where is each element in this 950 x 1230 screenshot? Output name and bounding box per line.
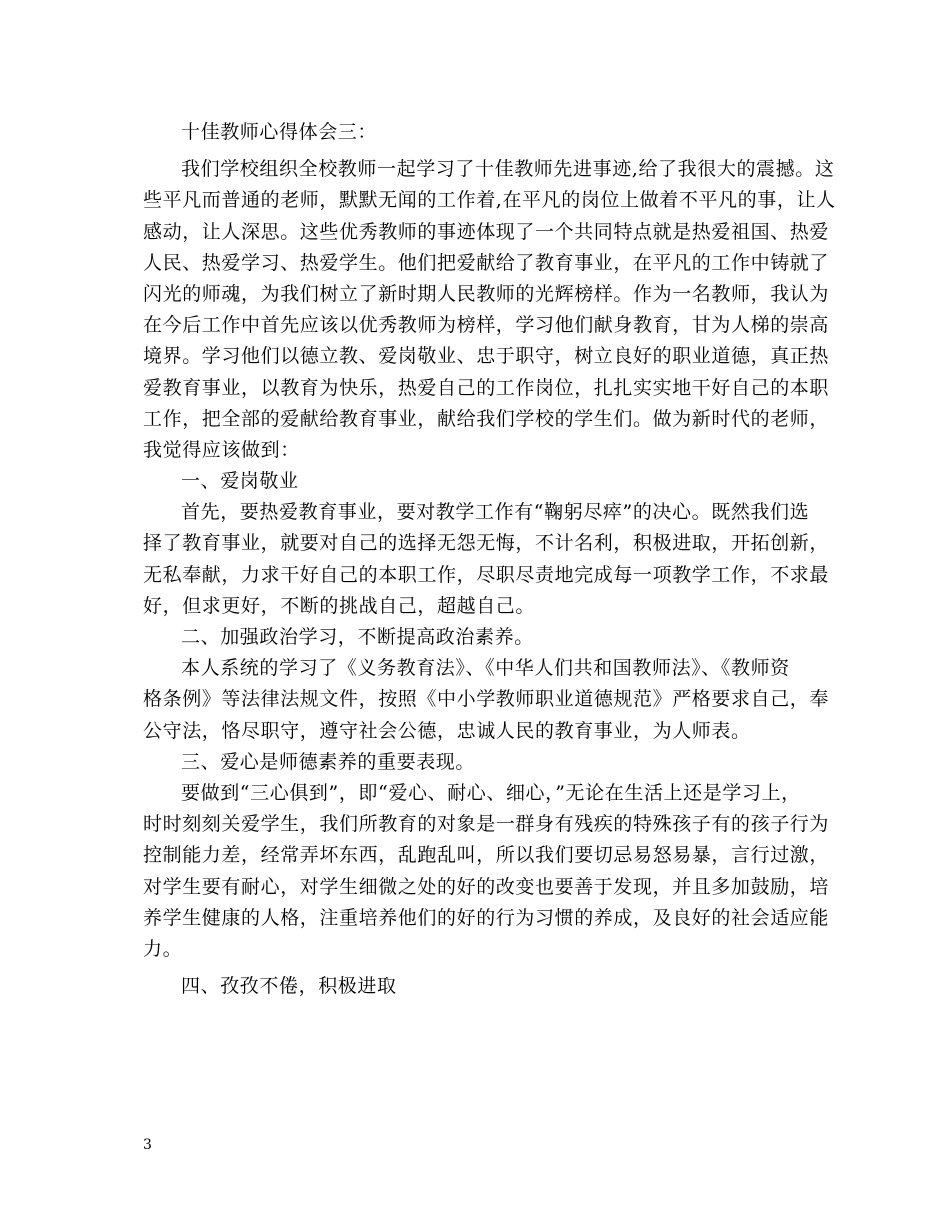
- paragraph-line: 首先，要热爱教育事业，要对教学工作有“鞠躬尽瘁”的决心。既然我们选: [181, 501, 810, 524]
- paragraph-line: 控制能力差，经常弄坏东西，乱跑乱叫，所以我们要切忌易怒易暴，言行过激，: [143, 844, 830, 867]
- paragraph-line: 无私奉献，力求干好自己的本职工作，尽职尽责地完成每一项教学工作，不求最: [143, 563, 830, 586]
- paragraph-line: 好，但求更好，不断的挑战自己，超越自己。: [143, 594, 536, 617]
- paragraph-line: 对学生要有耐心，对学生细微之处的好的改变也要善于发现，并且多加鼓励，培: [143, 875, 830, 898]
- paragraph-line: 我们学校组织全校教师一起学习了十佳教师先进事迹,给了我很大的震撼。这: [181, 158, 835, 181]
- paragraph-line: 爱教育事业，以教育为快乐，热爱自己的工作岗位，扎扎实实地干好自己的本职: [143, 376, 830, 399]
- section-heading-1: 一、爱岗敬业: [181, 470, 299, 493]
- paragraph-line: 公守法，恪尽职守，遵守社会公德，忠诚人民的教育事业，为人师表。: [143, 719, 751, 742]
- paragraph-line: 本人系统的学习了《义务教育法》、《中华人们共和国教师法》、《教师资: [181, 657, 790, 680]
- section-heading-2: 二、加强政治学习，不断提高政治素养。: [181, 626, 534, 648]
- paragraph-intro: [143, 154, 836, 466]
- paragraph-dedication: [143, 497, 830, 622]
- paragraph-line: 境界。学习他们以德立教、爱岗敬业、忠于职守，树立良好的职业道德，真正热: [143, 345, 830, 368]
- paragraph-line: 我觉得应该做到：: [143, 438, 300, 461]
- document-body: [143, 117, 836, 1002]
- paragraph-line: 工作，把全部的爱献给教育事业，献给我们学校的学生们。做为新时代的老师，: [143, 407, 830, 430]
- paragraph-line: 养学生健康的人格，注重培养他们的好的行为习惯的养成，及良好的社会适应能: [143, 906, 830, 929]
- paragraph-care: [143, 778, 830, 965]
- section-heading-3: 三、爱心是师德素养的重要表现。: [181, 750, 476, 773]
- paragraph-line: 感动，让人深思。这些优秀教师的事迹体现了一个共同特点就是热爱祖国、热爱: [143, 220, 830, 243]
- paragraph-line: 格条例》等法律法规文件，按照《中小学教师职业道德规范》严格要求自己，奉: [143, 688, 830, 711]
- paragraph-line: 力。: [143, 937, 183, 960]
- paragraph-line: 在今后工作中首先应该以优秀教师为榜样，学习他们献身教育，甘为人梯的崇高: [143, 314, 830, 337]
- paragraph-line: 些平凡而普通的老师，默默无闻的工作着,在平凡的岗位上做着不平凡的事，让人: [143, 189, 836, 212]
- paragraph-line: 闪光的师魂，为我们树立了新时期人民教师的光辉榜样。作为一名教师，我认为: [143, 282, 830, 305]
- paragraph-line: 要做到“三心俱到”，即“爱心、耐心、细心，”无论在生活上还是学习上，: [181, 781, 801, 804]
- paragraph-political-study: [143, 653, 830, 747]
- paragraph-line: 时时刻刻关爱学生，我们所教育的对象是一群身有残疾的特殊孩子有的孩子行为: [143, 813, 830, 836]
- section-heading-4: 四、孜孜不倦，积极进取: [181, 975, 397, 998]
- page-number: 3: [143, 1137, 152, 1153]
- document-heading: 十佳教师心得体会三：: [181, 121, 378, 143]
- paragraph-line: 人民、热爱学习、热爱学生。他们把爱献给了教育事业，在平凡的工作中铸就了: [143, 251, 830, 274]
- paragraph-line: 择了教育事业，就要对自己的选择无怨无悔，不计名利，积极进取，开拓创新，: [143, 532, 830, 555]
